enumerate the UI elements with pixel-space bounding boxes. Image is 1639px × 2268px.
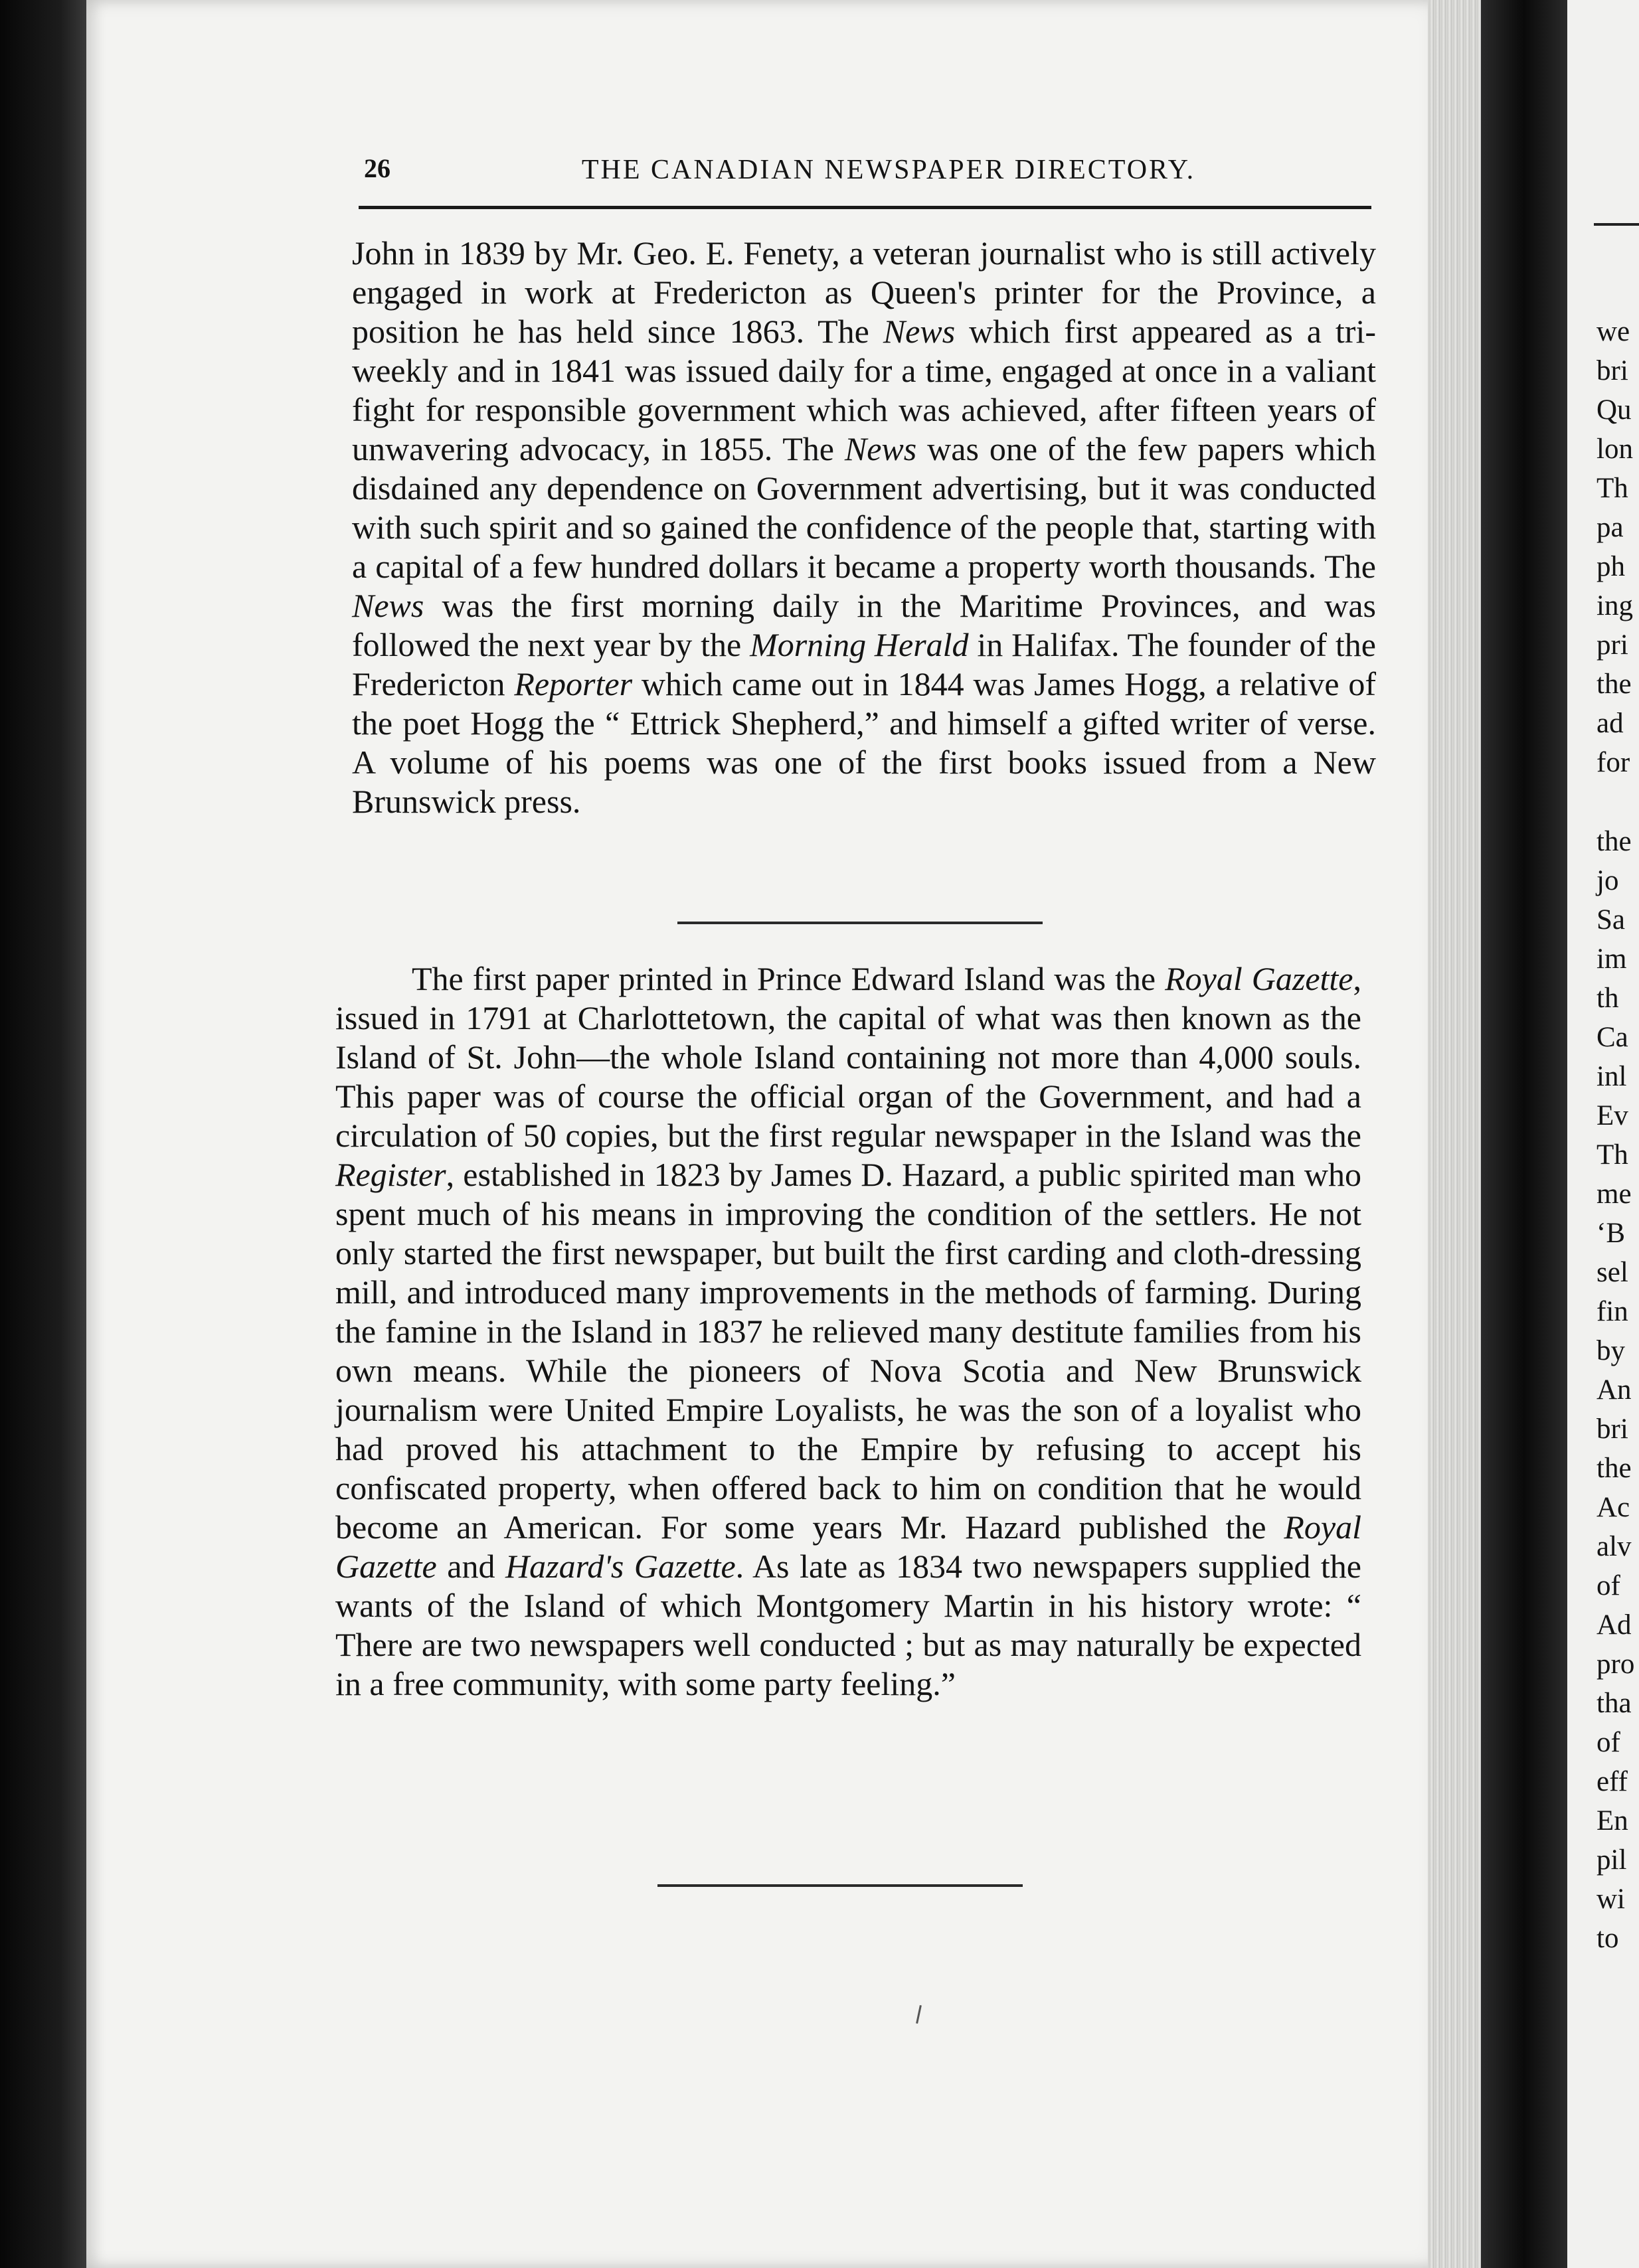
facing-page-fragment: pa [1596, 512, 1624, 543]
section-divider [657, 1884, 1023, 1887]
book-gutter [1481, 0, 1567, 2268]
facing-page-fragment: bri [1596, 355, 1628, 386]
facing-page-fragment: pro [1596, 1649, 1635, 1680]
facing-page-rule [1594, 223, 1639, 226]
text-run: , issued in 1791 at Charlottetown, the capital of what was then known as the Island of St. John—the whole Island containing not more than 4,000 souls. This paper was of course the official organ of the Government, and had a circulation of 50 copies, but the first regular newspaper in the Island was the [335, 960, 1361, 1154]
facing-page-fragment: alv [1596, 1531, 1632, 1562]
italic-title: Royal Gazette [335, 1508, 1361, 1585]
facing-page-fragment: im [1596, 943, 1627, 975]
facing-page-fragment: fin [1596, 1296, 1628, 1327]
header-rule [359, 206, 1371, 209]
facing-page-fragment: Th [1596, 473, 1628, 504]
facing-page-fragment: me [1596, 1178, 1632, 1210]
facing-page-fragment: Ad [1596, 1609, 1632, 1641]
italic-title: News [352, 587, 424, 624]
facing-page-fragment: for [1596, 747, 1630, 778]
facing-page-fragment: An [1596, 1374, 1632, 1406]
facing-page-fragment: eff [1596, 1766, 1628, 1797]
facing-page-fragment: the [1596, 826, 1632, 857]
facing-page-fragment: Ca [1596, 1022, 1628, 1053]
facing-page-fragment: the [1596, 1453, 1632, 1484]
italic-title: Hazard's Gazette [505, 1548, 736, 1585]
page-number: 26 [364, 153, 390, 183]
facing-page-fragment: Ev [1596, 1100, 1628, 1131]
running-title: THE CANADIAN NEWSPAPER DIRECTORY. [581, 155, 1196, 185]
text-run: The first paper printed in Prince Edward Island was the [412, 960, 1165, 997]
italic-title: Royal Gazette [1165, 960, 1353, 997]
text-run: , established in 1823 by James D. Hazard, a public spirited man who spent much of his means in improving the condition of the settlers. He not only started the first newspaper, but built the first carding and cloth-dressing mill, and introduced many improvements in the methods of farming. During the famine in the Island in 1837 he relieved many destitute families from his own means. While the pioneers of Nova Scotia and New Brunswick journalism were United Empire Loyalists, he was the son of a loyalist who had proved his attachment to the Empire by refusing to accept his confiscated property, when offered back to him on condition that he would become an American. For some years Mr. Hazard published the [335, 1156, 1361, 1546]
facing-page-fragment: of [1596, 1727, 1620, 1758]
page-header [357, 147, 1373, 194]
facing-page-fragment: pri [1596, 629, 1628, 661]
facing-page-fragment: the [1596, 669, 1632, 700]
facing-page-fragment: ad [1596, 708, 1624, 739]
facing-page-fragment: to [1596, 1923, 1619, 1954]
facing-page-fragment: bri [1596, 1414, 1628, 1445]
italic-title: News [844, 430, 917, 467]
text-run: and [436, 1548, 506, 1585]
italic-title: Register [335, 1156, 446, 1193]
paragraph-text [335, 959, 1361, 1704]
facing-page-fragment: th [1596, 983, 1619, 1014]
facing-page-fragment: Th [1596, 1139, 1628, 1171]
paragraph-prince-edward-island [335, 959, 1361, 1704]
facing-page-fragment: Ac [1596, 1492, 1630, 1523]
italic-title: News [883, 313, 956, 350]
text-run: John in 1839 by Mr. Geo. E. Fenety, a veteran journalist who is still actively engaged in work at Fredericton as Queen's printer for the Province, a position he has held since 1863. The [352, 234, 1376, 350]
facing-page-fragment: sel [1596, 1257, 1628, 1288]
facing-page-fragment: by [1596, 1335, 1625, 1366]
page-edges [1428, 0, 1481, 2268]
section-divider [677, 922, 1043, 924]
text-run: was the first morning daily in the Maritime Provinces, and was followed the next year by the [352, 587, 1376, 663]
text-run: . As late as 1834 two newspapers supplied the wants of the Island of which Montgomery Martin in his history wrote: “ There are two newspapers well conducted ; but as may naturally be expected in a free community, with some party feeling.” [335, 1548, 1361, 1702]
facing-page-fragment: inl [1596, 1061, 1627, 1092]
facing-page-fragment: we [1596, 316, 1630, 347]
facing-page-fragment: Sa [1596, 904, 1625, 935]
facing-page-fragment: of [1596, 1570, 1620, 1601]
facing-page-fragment: jo [1596, 865, 1619, 896]
facing-page-fragment: lon [1596, 434, 1633, 465]
text-run: in Halifax. The founder of the Fredericton [352, 626, 1376, 702]
paragraph-new-brunswick [352, 234, 1376, 821]
facing-page-fragment: tha [1596, 1688, 1632, 1719]
facing-page-fragment: En [1596, 1805, 1628, 1836]
text-run: was one of the few papers which disdained any dependence on Government advertising, but it was conducted with such spirit and so gained the confidence of the people that, starting with a capital of a few hundred dollars it became a property worth thousands. The [352, 430, 1377, 585]
text-run: which came out in 1844 was James Hogg, a relative of the poet Hogg the “ Ettrick Shepherd,” and himself a gifted writer of verse. A volume of his poems was one of the first books issued from a New Brunswick press. [352, 665, 1377, 820]
facing-page-fragment: wi [1596, 1884, 1625, 1915]
italic-title: Reporter [514, 665, 633, 702]
facing-page-fragment: ph [1596, 551, 1625, 582]
facing-page-fragment: ing [1596, 590, 1633, 621]
paragraph-text [352, 234, 1376, 821]
facing-page-fragment: Qu [1596, 394, 1632, 426]
facing-page-fragment: pil [1596, 1844, 1627, 1876]
scanner-left-margin [0, 0, 86, 2268]
italic-title: Morning Herald [750, 626, 969, 663]
facing-page [1567, 0, 1639, 2268]
facing-page-fragment: ‘B [1596, 1218, 1625, 1249]
text-run: which first appeared as a tri-weekly and in 1841 was issued daily for a time, engaged at once in a valiant fight for responsible government which was achieved, after fifteen years of unwavering advocacy, in 1855. The [352, 313, 1377, 467]
